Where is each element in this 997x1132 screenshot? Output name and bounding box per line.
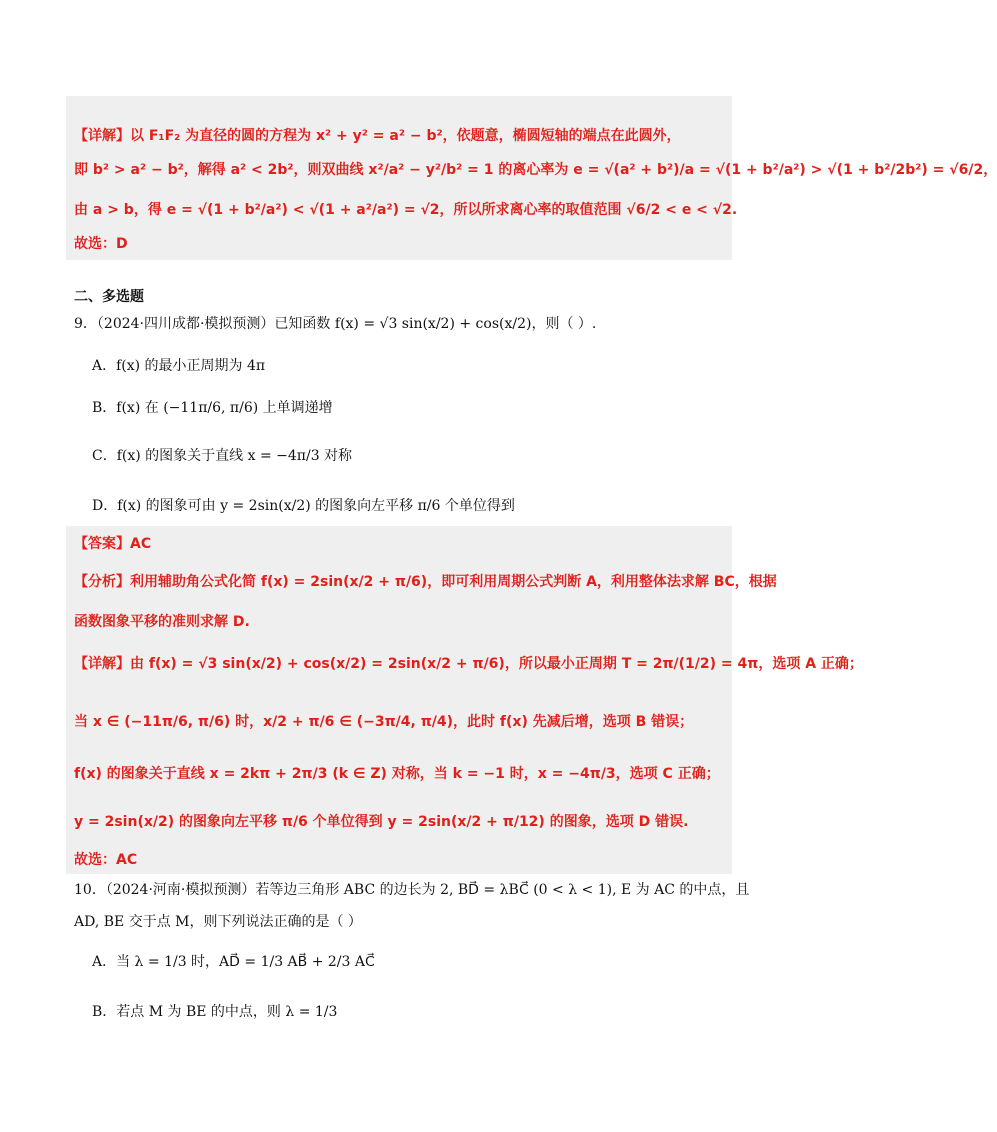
q9-option-a: A．f(x) 的最小正周期为 4π [92,358,266,374]
detail-line-1: 【详解】由 f(x) = √3 sin(x/2) + cos(x/2) = 2sin(x/2 + π/6)，所以最小正周期 T = 2π/(1/2) = 4π，选项 A 正确； [74,656,863,672]
q9-stem: 9．（2024·四川成都·模拟预测）已知函数 f(x) = √3 sin(x/2) + cos(x/2)，则（ ）. [74,316,597,332]
detail-line-3: 由 a > b，得 e = √(1 + b²/a²) < √(1 + a²/a²) = √2，所以所求离心率的取值范围 √6/2 < e < √2. [74,202,738,218]
analysis-line-2: 函数图象平移的准则求解 D. [74,614,250,630]
detail-line-2: 当 x ∈ (−11π/6, π/6) 时，x/2 + π/6 ∈ (−3π/4, π/4)，此时 f(x) 先减后增，选项 B 错误； [74,714,694,730]
section-title: 二、多选题 [74,289,144,305]
q10-option-b: B．若点 M 为 BE 的中点，则 λ = 1/3 [92,1004,338,1020]
solution-block-2 [66,526,863,874]
analysis-line-1: 【分析】利用辅助角公式化简 f(x) = 2sin(x/2 + π/6)，即可利用周期公式判断 A，利用整体法求解 BC，根据 [74,574,777,590]
solution-block-1 [66,96,997,260]
answer-line: 【答案】AC [74,536,152,552]
choice-line: 故选：AC [74,852,138,868]
q9-option-d: D．f(x) 的图象可由 y = 2sin(x/2) 的图象向左平移 π/6 个单位得到 [92,498,515,514]
q10-option-a: A．当 λ = 1/3 时，AD⃗ = 1/3 AB⃗ + 2/3 AC⃗ [92,954,375,970]
detail-line-2: 即 b² > a² − b²，解得 a² < 2b²，则双曲线 x²/a² − y²/b² = 1 的离心率为 e = √(a² + b²)/a = √(1 + b²/a²) > √(1 + b²/2b²) = √6/2， [74,162,997,178]
q10-stem-1: 10．（2024·河南·模拟预测）若等边三角形 ABC 的边长为 2, BD⃗ = λBC⃗ (0 < λ < 1), E 为 AC 的中点，且 [74,882,750,898]
q10-stem-2: AD, BE 交于点 M，则下列说法正确的是（ ） [74,914,362,930]
q9-option-b: B．f(x) 在 (−11π/6, π/6) 上单调递增 [92,400,333,416]
choice-line: 故选：D [74,236,128,252]
q9-option-c: C．f(x) 的图象关于直线 x = −4π/3 对称 [92,448,353,464]
detail-line-4: y = 2sin(x/2) 的图象向左平移 π/6 个单位得到 y = 2sin(x/2 + π/12) 的图象，选项 D 错误. [74,814,689,830]
detail-line-1: 【详解】以 F₁F₂ 为直径的圆的方程为 x² + y² = a² − b²，依题意，椭圆短轴的端点在此圆外， [74,128,681,144]
detail-line-3: f(x) 的图象关于直线 x = 2kπ + 2π/3 (k ∈ Z) 对称，当 k = −1 时，x = −4π/3，选项 C 正确； [74,766,720,782]
